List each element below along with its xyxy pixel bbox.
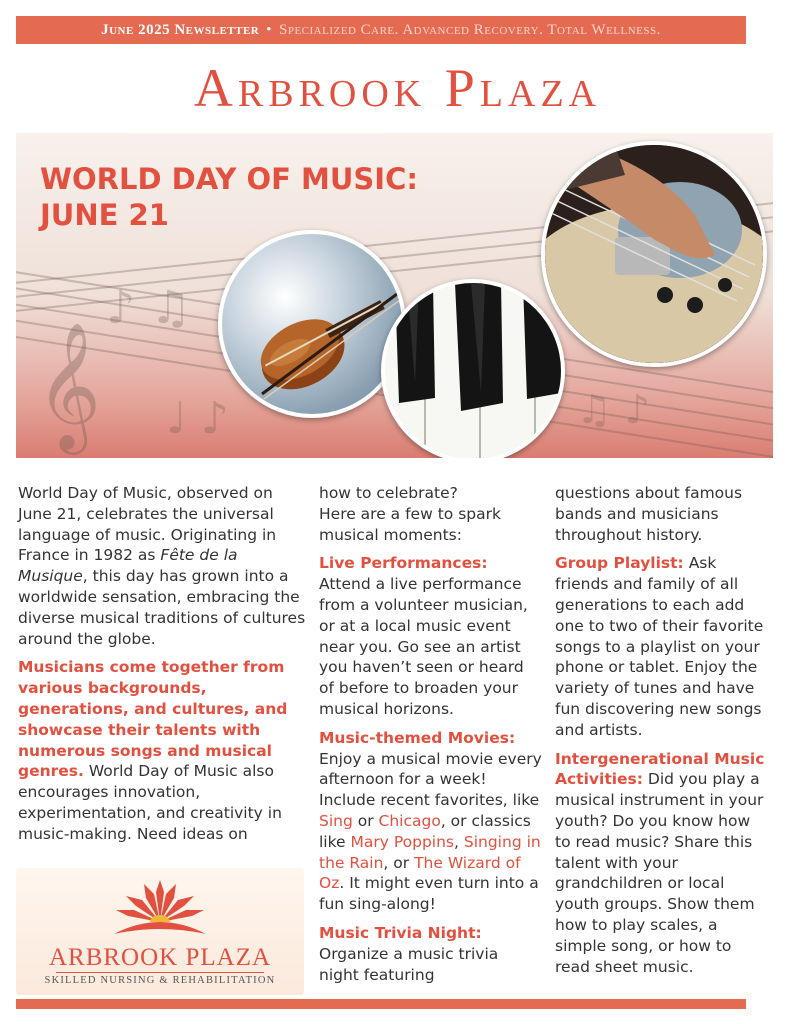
- movies-or-2: , or: [383, 853, 415, 872]
- hero-title-line2: JUNE 21: [40, 198, 169, 232]
- intro-text-a: World Day of Music, observed on June 21, celebrates the universal language of music. Originating in France in 1982 as: [18, 484, 277, 565]
- footer-bar: [16, 999, 746, 1009]
- hero-title: [40, 161, 510, 233]
- outro-text: World Day of Music also encourages innovation, experimentation, and creativity in music-making. Need ideas on: [18, 762, 282, 843]
- playlist-paragraph: [555, 553, 767, 740]
- article-column-2: [319, 483, 543, 985]
- movies-paragraph: [319, 728, 543, 915]
- movies-or-1: or: [352, 811, 379, 830]
- live-performances-paragraph: [319, 553, 543, 719]
- trivia-paragraph: [319, 923, 543, 985]
- playlist-heading: Group Playlist:: [555, 554, 684, 573]
- movie-mary-poppins: Mary Poppins: [350, 832, 455, 851]
- intergenerational-paragraph: [555, 749, 767, 978]
- intro-paragraph: [18, 483, 306, 649]
- movie-sing: Sing: [319, 811, 353, 830]
- newsletter-label: June 2025 Newsletter: [101, 22, 260, 38]
- live-performances-heading: Live Performances:: [319, 554, 488, 573]
- trivia-continuation: questions about famous bands and musicians throughout history.: [555, 484, 743, 544]
- live-performances-text: Attend a live performance from a volunteer musician, or at a local music event near you. Go see an artist you haven’t seen or heard of before to broaden your musical horizons.: [319, 575, 528, 718]
- header-separator: •: [266, 22, 272, 38]
- bass-guitar-icon: [545, 145, 763, 363]
- svg-text:♪ ♫: ♪ ♫: [106, 280, 192, 334]
- violin-icon: [222, 234, 402, 414]
- intro-text-b: , this day has grown into a worldwide sensation, embracing the diverse musical traditions of cultures around the globe.: [18, 567, 306, 648]
- trivia-heading: Music Trivia Night:: [319, 923, 482, 942]
- piano-keys-icon: [385, 283, 561, 458]
- intergenerational-heading: Intergenerational Music Activities:: [555, 749, 765, 789]
- movie-wizard-of-oz: The Wizard of Oz: [319, 853, 521, 893]
- ideas-intro: Here are a few to spark musical moments:: [319, 504, 501, 544]
- bass-guitar-photo: [541, 141, 767, 367]
- footer-logo: [16, 868, 304, 995]
- piano-keys-photo: [381, 279, 565, 458]
- intergenerational-text: Did you play a musical instrument in your youth? Do you know how to read music? Share this talent with your grandchildren or local youth groups. Show them how to play scales, a simple song, or how to read sheet music.: [555, 770, 764, 976]
- hero-banner: [16, 133, 773, 458]
- article-column-3: [555, 483, 767, 977]
- masthead-title: Arbrook Plaza: [193, 58, 602, 118]
- trivia-text: Organize a music trivia night featuring: [319, 944, 499, 984]
- svg-text:𝄞: 𝄞: [36, 321, 102, 449]
- movie-singing-in-the-rain: Singing in the Rain: [319, 832, 541, 872]
- svg-text:♩ ♪: ♩ ♪: [166, 393, 229, 444]
- highlight-text: Musicians come together from various backgrounds, generations, and cultures, and showcase their talents with numerous songs and musical genres.: [18, 658, 288, 781]
- svg-text:♫ ♪: ♫ ♪: [576, 387, 651, 433]
- fete-de-la-musique: Fête de la Musique: [18, 546, 238, 586]
- continuation-text: how to celebrate?: [319, 484, 458, 502]
- logo-name: ARBROOK PLAZA: [48, 944, 272, 971]
- tagline: Specialized Care. Advanced Recovery. Total Wellness.: [279, 22, 661, 38]
- hero-title-line1: WORLD DAY OF MUSIC:: [40, 162, 418, 196]
- movies-comma: ,: [454, 832, 464, 851]
- movies-text-b: , or classics like: [319, 811, 531, 851]
- playlist-text: Ask friends and family of all generations to each add one to two of their favorite songs to a playlist on your phone or tablet. Enjoy the variety of tunes and have fun discovering new songs and artists.: [555, 554, 764, 739]
- header-bar: [16, 16, 746, 44]
- lotus-icon: [110, 878, 210, 940]
- continuation-paragraph: [319, 483, 543, 545]
- violin-photo: [218, 230, 406, 418]
- logo-subtitle: SKILLED NURSING & REHABILITATION: [44, 975, 276, 986]
- logo-divider: [56, 972, 264, 973]
- movies-heading: Music-themed Movies:: [319, 728, 516, 747]
- movie-chicago: Chicago: [378, 811, 441, 830]
- movies-text-a: Enjoy a musical movie every afternoon for a week! Include recent favorites, like: [319, 749, 542, 810]
- article-column-1: [18, 483, 306, 845]
- musicians-paragraph: [18, 657, 306, 844]
- movies-text-c: . It might even turn into a fun sing-along!: [319, 874, 539, 914]
